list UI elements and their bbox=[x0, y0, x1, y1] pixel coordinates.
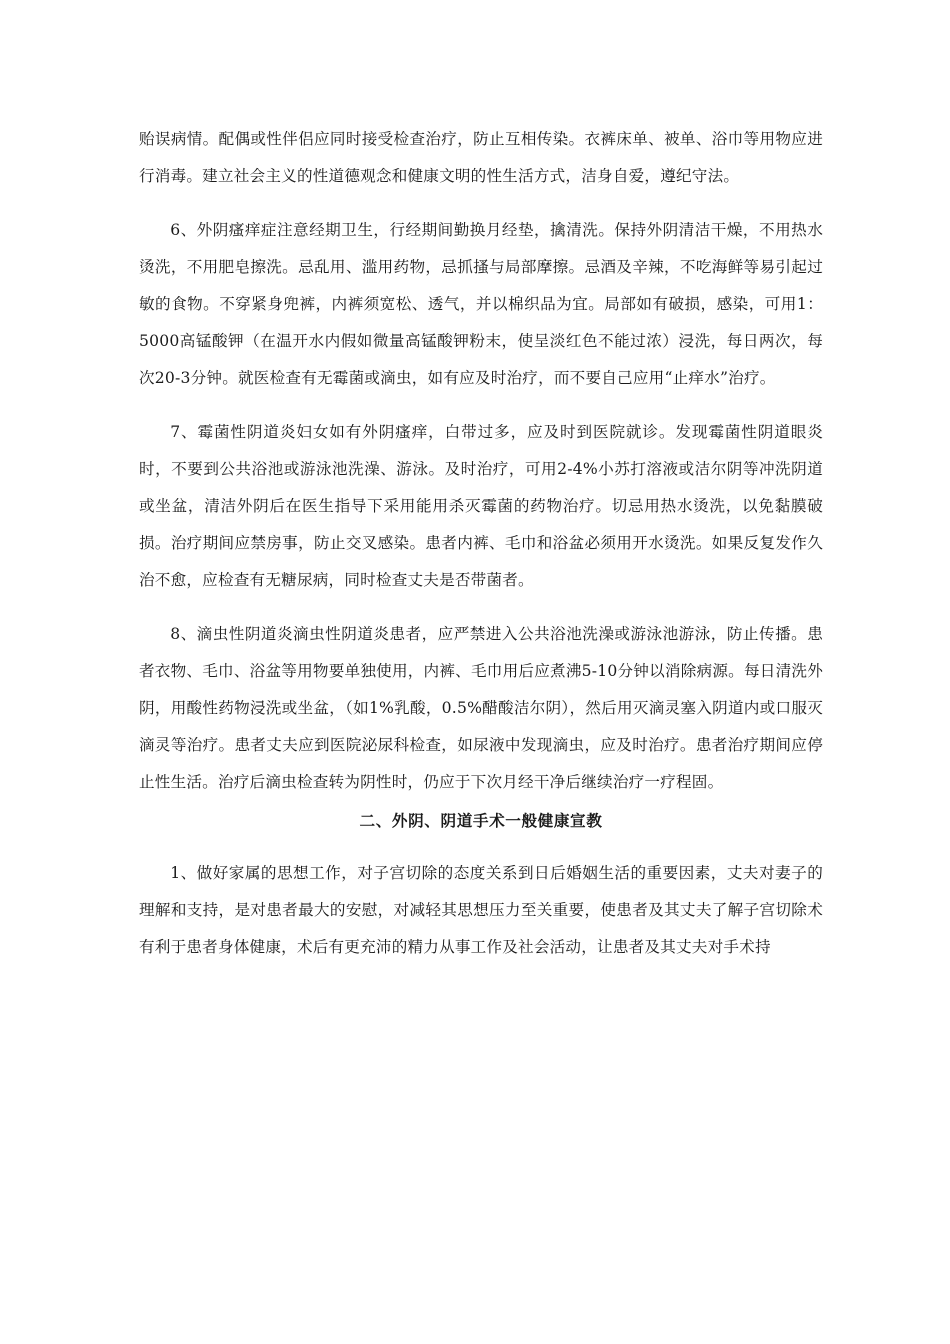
section-heading: 二、外阴、阴道手术一般健康宣教 bbox=[359, 812, 603, 830]
paragraph-item-8: 8、滴虫性阴道炎滴虫性阴道炎患者，应严禁进入公共浴池洗澡或游泳池游泳，防止传播。患者衣物、毛巾、浴盆等用物要单独使用，内裤、毛巾用后应煮沸5-10分钟以消除病源。每日清洗外阴，用酸性药物浸洗或坐盆，（如1%乳酸，0.5%醋酸洁尔阴），然后用灭滴灵塞入阴道内或口服灭滴灵等治疗。患者丈夫应到医院泌尿科检查，如尿液中发现滴虫，应及时治疗。患者治疗期间应停止性生活。治疗后滴虫检查转为阴性时，仍应于下次月经干净后继续治疗一疗程固。 bbox=[139, 625, 823, 791]
paragraph-section-item-1: 1、做好家属的思想工作，对子宫切除的态度关系到日后婚姻生活的重要因素，丈夫对妻子的理解和支持，是对患者最大的安慰，对减轻其思想压力至关重要，使患者及其丈夫了解子宫切除术有利于患者身体健康，术后有更充沛的精力从事工作及社会活动，让患者及其丈夫对手术持 bbox=[139, 864, 823, 956]
paragraph-continuation: 贻误病情。配偶或性伴侣应同时接受检查治疗，防止互相传染。衣裤床单、被单、浴巾等用物应进行消毒。建立社会主义的性道德观念和健康文明的性生活方式，洁身自爱，遵纪守法。 bbox=[139, 130, 823, 185]
paragraph-item-7: 7、霉菌性阴道炎妇女如有外阴瘙痒，白带过多，应及时到医院就诊。发现霉菌性阴道眼炎时，不要到公共浴池或游泳池洗澡、游泳。及时治疗，可用2-4%小苏打溶液或洁尔阴等冲洗阴道或坐盆，清洁外阴后在医生指导下采用能用杀灭霉菌的药物治疗。切忌用热水烫洗，以免黏膜破损。治疗期间应禁房事，防止交叉感染。患者内裤、毛巾和浴盆必须用开水烫洗。如果反复发作久治不愈，应检查有无糖尿病，同时检查丈夫是否带菌者。 bbox=[139, 423, 823, 589]
paragraph-item-6: 6、外阴瘙痒症注意经期卫生，行经期间勤换月经垫，擒清洗。保持外阴清洁干燥，不用热水烫洗，不用肥皂擦洗。忌乱用、滥用药物，忌抓搔与局部摩擦。忌酒及辛辣，不吃海鲜等易引起过敏的食物。不穿紧身兜裤，内裤须宽松、透气，并以棉织品为宜。局部如有破损，感染，可用1：5000高锰酸钾（在温开水内假如微量高锰酸钾粉末，使呈淡红色不能过浓）浸洗，每日两次，每次20-3分钟。就医检查有无霉菌或滴虫，如有应及时治疗，而不要自己应用“止痒水”治疗。 bbox=[139, 221, 823, 387]
document-page bbox=[139, 121, 823, 966]
